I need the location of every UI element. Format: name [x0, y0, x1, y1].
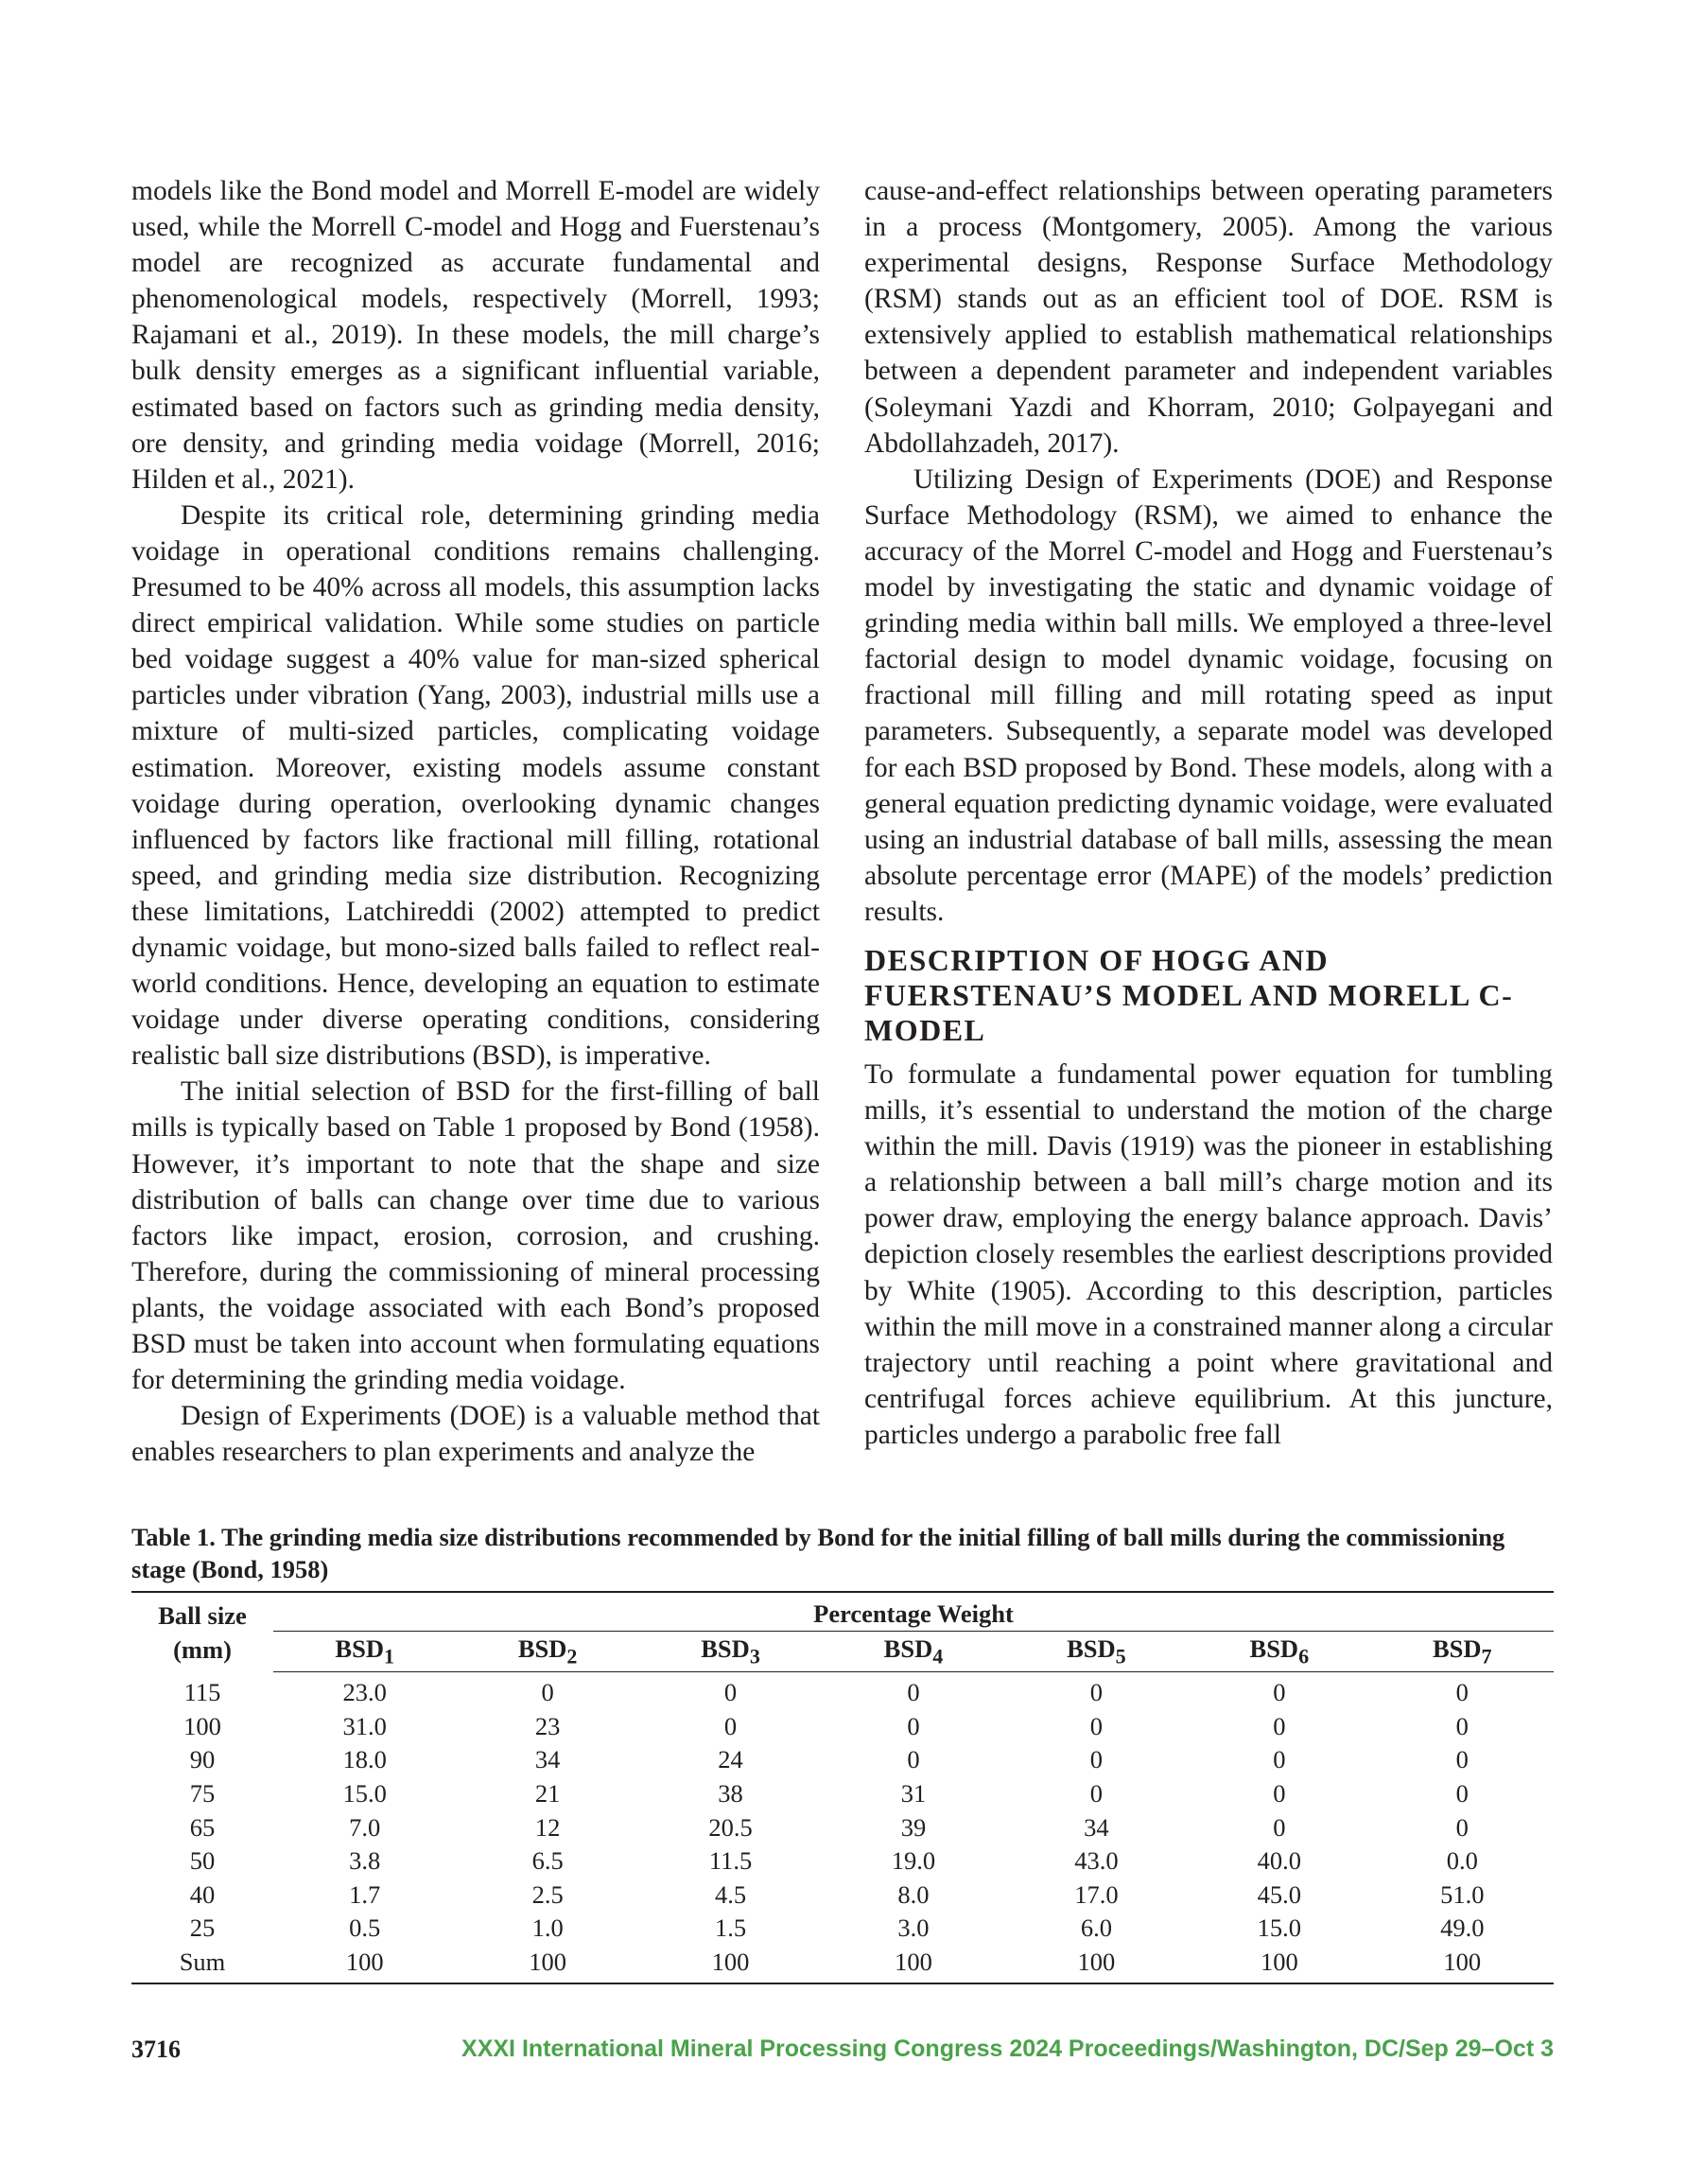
bsd-subscript: 4: [932, 1644, 944, 1669]
column-header-bsd-4: [822, 1632, 1004, 1672]
bsd-subscript: 6: [1298, 1644, 1310, 1669]
table-cell: 1.0: [531, 1913, 564, 1943]
bsd-subscript: 7: [1481, 1644, 1492, 1669]
ball-size-cell: 90: [189, 1745, 216, 1774]
table-cell: 38: [718, 1779, 743, 1808]
paragraph: cause-and-effect relationships between operating parameters in a process (Montgomery, 2005). Among the various experimental designs, Response Surface Methodology (RSM) stands out as an efficient tool of DOE. RSM is extensively applied to establish mathematical relationships between a dependent parameter and independent variables (Soleymani Yazdi and Khorram, 2010; Golpayegani and Abdollahzadeh, 2017).: [864, 176, 1553, 459]
ball-size-cell: 75: [189, 1779, 216, 1808]
table-cell: 0: [907, 1711, 920, 1740]
ball-size-cell: Sum: [131, 1946, 273, 1984]
table-row: [131, 1777, 1554, 1811]
table-cell: 43.0: [1074, 1846, 1119, 1876]
table-cell: 100: [1188, 1946, 1370, 1984]
bsd-subscript: 2: [566, 1644, 578, 1669]
column-header-bsd-1: [273, 1632, 456, 1672]
bsd-label: BSD: [517, 1634, 567, 1663]
table-row: [131, 1878, 1554, 1913]
table-cell: 100: [456, 1946, 638, 1984]
table-cell: 7.0: [349, 1812, 381, 1842]
table-body: [131, 1672, 1554, 1984]
bsd-label: BSD: [1067, 1634, 1116, 1663]
table-row: [131, 1810, 1554, 1844]
table-cell: 0: [1455, 1812, 1469, 1842]
table-cell: 51.0: [1440, 1879, 1485, 1909]
paragraph: To formulate a fundamental power equation for tumbling mills, it’s essential to understand the motion of the charge within the mill. Davis (1919) was the pioneer in establishing a relationship between a ball mill’s charge motion and its power draw, employing the energy balance approach. Davis’ depiction closely resembles the earliest descriptions provided by White (1905). According to this description, particles within the mill move in a constrained manner along a circular trajectory until reaching a point where gravitational and centrifugal forces achieve equilibrium. At this juncture, particles undergo a parabolic free fall: [864, 1058, 1553, 1450]
table-cell: 3.8: [349, 1846, 381, 1876]
table-cell: 17.0: [1074, 1879, 1119, 1909]
table-cell: 100: [822, 1946, 1004, 1984]
table-cell: 0: [1455, 1711, 1469, 1740]
bsd-subscript: 3: [749, 1644, 760, 1669]
bsd-label: BSD: [701, 1634, 750, 1663]
table-cell: 34: [534, 1745, 561, 1774]
table-cell: 0: [1273, 1711, 1286, 1740]
table-row: [131, 1672, 1554, 1710]
table-cell: 0: [1089, 1711, 1104, 1740]
table-cell: 11.5: [708, 1846, 753, 1876]
paragraph: models like the Bond model and Morrell E-model are widely used, while the Morrell C-model and Hogg and Fuerstenau’s model are recognized as accurate fundamental and phenomenological models, respectively (Morrell, 1993; Rajamani et al., 2019). In these models, the mill charge’s bulk density emerges as a significant influential variable, estimated based on factors such as grinding media density, ore density, and grinding media voidage (Morrell, 2016; Hilden et al., 2021).: [131, 176, 820, 495]
right-column: [864, 173, 1553, 1453]
table-cell: 0: [1089, 1745, 1104, 1774]
page-footer: [131, 2035, 1554, 2070]
table-row: [131, 1946, 1554, 1984]
column-header-bsd-5: [1005, 1632, 1188, 1672]
ball-size-cell: 115: [183, 1678, 221, 1707]
table-cell: 100: [1371, 1946, 1554, 1984]
table-cell: 0: [723, 1678, 738, 1707]
column-header-bsd-6: [1188, 1632, 1370, 1672]
bsd-label: BSD: [883, 1634, 933, 1663]
table-cell: 31: [900, 1779, 927, 1808]
proceedings-title: XXXI International Mineral Processing Congress 2024 Proceedings/Washington, DC/Sep 29–Oct 3: [461, 2035, 1554, 2062]
table-cell: 19.0: [891, 1846, 936, 1876]
table-cell: 0: [907, 1745, 920, 1774]
table-cell: 20.5: [708, 1812, 753, 1842]
table-cell: 0: [1273, 1779, 1286, 1808]
table-cell: 8.0: [897, 1879, 930, 1909]
table-cell: 31.0: [342, 1711, 387, 1740]
table-cell: 23: [534, 1711, 561, 1740]
table-row: [131, 1743, 1554, 1777]
table-cell: 12: [534, 1812, 561, 1842]
bsd-header-row: [131, 1632, 1554, 1672]
table-cell: 49.0: [1440, 1913, 1485, 1943]
bsd-label: BSD: [1432, 1634, 1482, 1663]
table-cell: 21: [534, 1779, 561, 1808]
table-cell: 24: [718, 1745, 743, 1774]
section-heading: DESCRIPTION OF HOGG AND FUERSTENAU’S MODEL AND MORELL C-MODEL: [864, 942, 1514, 1047]
table-cell: 0: [1455, 1678, 1469, 1707]
ball-size-cell: 100: [183, 1711, 221, 1740]
table-row: [131, 1844, 1554, 1878]
bsd-label: BSD: [335, 1634, 384, 1663]
table-cell: 2.5: [531, 1879, 564, 1909]
ball-size-cell: 50: [189, 1846, 216, 1876]
table-cell: 0: [1273, 1745, 1286, 1774]
bsd-subscript: 1: [383, 1644, 395, 1669]
table-cell: 18.0: [342, 1745, 387, 1774]
table-cell: 1.7: [349, 1879, 381, 1909]
table-cell: 0.0: [1446, 1846, 1478, 1876]
ball-size-label: Ball size: [158, 1600, 247, 1630]
page-number: 3716: [131, 2035, 181, 2063]
column-header-ball-size: [131, 1592, 273, 1672]
ball-size-cell: 65: [189, 1812, 216, 1842]
table-cell: 34: [1084, 1812, 1109, 1842]
table-cell: 15.0: [1257, 1913, 1301, 1943]
column-header-bsd-2: [456, 1632, 638, 1672]
left-column: [131, 173, 820, 1470]
table-cell: 0: [1455, 1779, 1469, 1808]
column-header-bsd-7: [1371, 1632, 1554, 1672]
table-cell: 100: [639, 1946, 822, 1984]
table-caption: Table 1. The grinding media size distributions recommended by Bond for the initial filling of ball mills during the commissioning stage (Bond, 1958): [131, 1523, 1505, 1583]
ball-size-unit: (mm): [173, 1634, 232, 1664]
table-cell: 23.0: [342, 1678, 387, 1707]
paragraph: The initial selection of BSD for the first-filling of ball mills is typically based on Table 1 proposed by Bond (1958). However, it’s important to note that the shape and size distribution of balls can change over time due to various factors like impact, erosion, corrosion, and crushing. Therefore, during the commissioning of mineral processing plants, the voidage associated with each Bond’s proposed BSD must be taken into account when formulating equations for determining the grinding media voidage.: [131, 1076, 820, 1396]
table-cell: 0: [723, 1711, 738, 1740]
table-cell: 100: [1005, 1946, 1188, 1984]
column-group-header: Percentage Weight: [273, 1592, 1554, 1632]
table-cell: 6.0: [1080, 1913, 1112, 1943]
paragraph: Design of Experiments (DOE) is a valuable method that enables researchers to plan experiments and analyze the: [131, 1401, 820, 1468]
table-cell: 0: [1455, 1745, 1469, 1774]
table-cell: 0: [1089, 1779, 1104, 1808]
table-cell: 39: [900, 1812, 927, 1842]
table-cell: 40.0: [1257, 1846, 1301, 1876]
table-cell: 15.0: [342, 1779, 387, 1808]
table-cell: 4.5: [714, 1879, 747, 1909]
table-cell: 3.0: [897, 1913, 930, 1943]
column-header-bsd-3: [639, 1632, 822, 1672]
table-cell: 0: [1273, 1812, 1286, 1842]
table-1: [131, 1521, 1554, 1984]
table-cell: 100: [273, 1946, 456, 1984]
paragraph: Despite its critical role, determining grinding media voidage in operational conditions remains challenging. Presumed to be 40% across all models, this assumption lacks direct empirical validation. While some studies on particle bed voidage suggest a 40% value for man-sized spherical particles under vibration (Yang, 2003), industrial mills use a mixture of multi-sized particles, complicating voidage estimation. Moreover, existing models assume constant voidage during operation, overlooking dynamic changes influenced by factors like fractional mill filling, rotational speed, and grinding media size distribution. Recognizing these limitations, Latchireddi (2002) attempted to predict dynamic voidage, but mono-sized balls failed to reflect real-world conditions. Hence, developing an equation to estimate voidage under diverse operating conditions, considering realistic ball size distributions (BSD), is imperative.: [131, 499, 820, 1072]
table-cell: 0.5: [349, 1913, 381, 1943]
paragraph: Utilizing Design of Experiments (DOE) and Response Surface Methodology (RSM), we aimed to enhance the accuracy of the Morrel C-model and Hogg and Fuerstenau’s model by investigating the static and dynamic voidage of grinding media within ball mills. We employed a three-level factorial design to model dynamic voidage, focusing on fractional mill filling and mill rotating speed as input parameters. Subsequently, a separate model was developed for each BSD proposed by Bond. These models, along with a general equation predicting dynamic voidage, were evaluated using an industrial database of ball mills, assessing the mean absolute percentage error (MAPE) of the models’ prediction results.: [864, 463, 1553, 927]
ball-size-cell: 25: [189, 1913, 216, 1943]
table-row: [131, 1912, 1554, 1946]
table-cell: 0: [1273, 1678, 1286, 1707]
table-row: [131, 1710, 1554, 1744]
table-cell: 6.5: [531, 1846, 564, 1876]
bsd-subscript: 5: [1115, 1644, 1126, 1669]
table-cell: 0: [541, 1678, 554, 1707]
table-cell: 45.0: [1257, 1879, 1301, 1909]
table-cell: 0: [1089, 1678, 1104, 1707]
data-table: [131, 1591, 1554, 1984]
table-cell: 0: [907, 1678, 920, 1707]
table-cell: 1.5: [714, 1913, 747, 1943]
bsd-label: BSD: [1249, 1634, 1299, 1663]
ball-size-cell: 40: [189, 1879, 216, 1909]
